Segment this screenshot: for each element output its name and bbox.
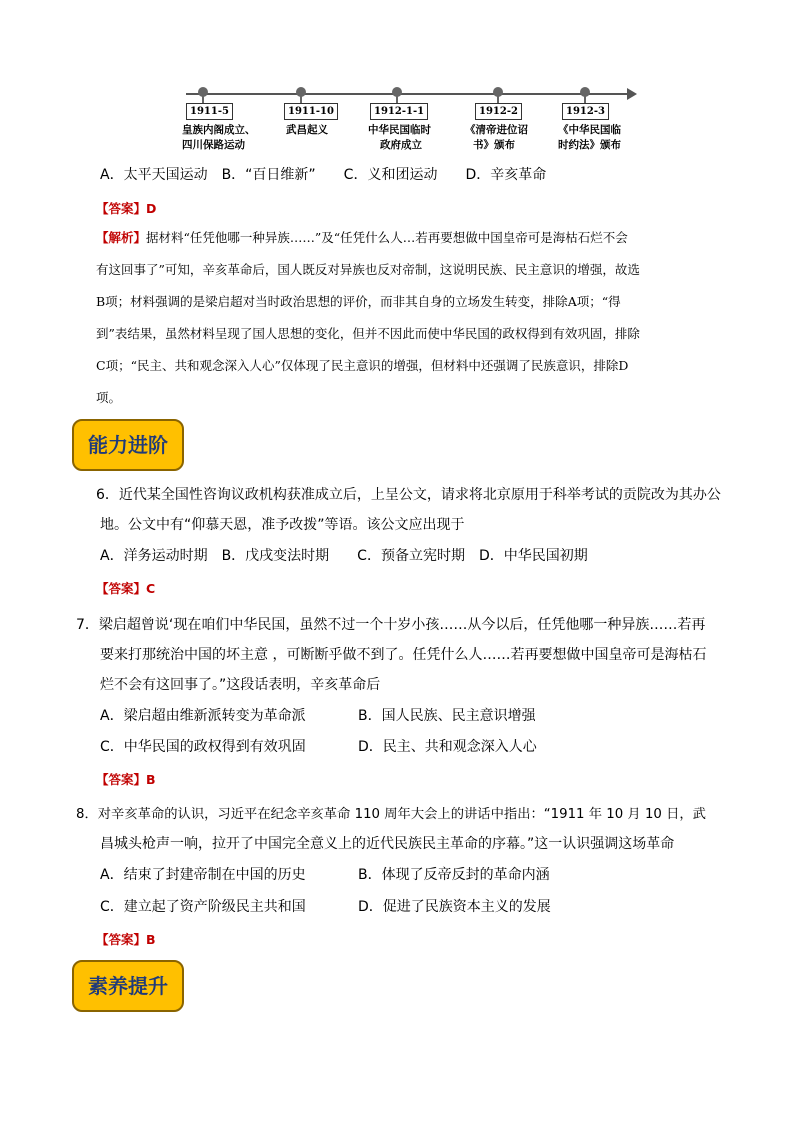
answer-value: C [146,581,156,596]
timeline-date: 1911-10 [284,103,338,120]
answer-label: 【答案】B [96,932,156,947]
question-8-stem: 昌城头枪声一响，拉开了中国完全意义上的近代民族民主革命的序幕。”这一认识强调这场革命 [100,836,675,852]
timeline-date: 1911-5 [186,103,233,120]
option-d: D．促进了民族资本主义的发展 [358,899,551,915]
timeline-label: 《清帝进位诏 [465,124,528,136]
explanation-label: 【解析】 [96,230,147,245]
explanation: 【解析】据材料“任凭他哪一种异族……”及“任凭什么人…若再要想做中国皇帝可是海枯石烂不会 有这回事了”可知，辛亥革命后，国人既反对异族也反对帝制，这说明民族、民主意识的增强，故选 B项；材料强调的是梁启超对当时政治思想的评价，而非其自身的立场发生转变，排除A项；“得 到”表结果，虽然材料呈现了国人思想的变化，但并不因此而使中华民国的政权得到有效巩固，排除 C项；“民主、共和观念深入人心”仅体现了民主意识的增强，但材料中还强调了民族意识，排除D 项。 [96,230,640,405]
timeline-date: 1912-3 [562,103,609,120]
option-b: B．国人民族、民主意识增强 [358,708,536,724]
timeline-label: 中华民国临时 [368,124,431,136]
timeline-date: 1912-1-1 [370,103,428,120]
question-7-stem: 要来打那统治中国的坏主意 ，可断断乎做不到了。任凭什么人……若再要想做中国皇帝可是海枯石 [100,647,707,663]
question-6-options: A．洋务运动时期 B．戊戌变法时期 C．预备立宪时期 D．中华民国初期 [100,548,588,564]
timeline [180,80,650,160]
option-c: C．建立起了资产阶级民主共和国 [100,899,306,915]
option-a: A．结束了封建帝制在中国的历史 [100,867,306,883]
timeline-axis [186,93,631,95]
timeline-date: 1912-2 [475,103,522,120]
answer-label: 【答案】B [96,772,156,787]
option-b: B．体现了反帝反封的革命内涵 [358,867,550,883]
question-5-options: A．太平天国运动 B．“百日维新” C．义和团运动 D．辛亥革命 [100,167,547,183]
question-8-stem: 8．对辛亥革命的认识，习近平在纪念辛亥革命 110 周年大会上的讲话中指出：“1911 年 10 月 10 日，武 [76,807,706,822]
section-heading-ability: 能力进阶 [72,419,184,471]
answer-value: D [146,201,157,216]
question-6-stem: 地。公文中有“仰慕天恩，准予改拨”等语。该公文应出现于 [100,517,465,533]
section-heading-literacy: 素养提升 [72,960,184,1012]
timeline-label: 时约法》颁布 [558,139,621,151]
answer-value: B [146,932,156,947]
timeline-label: 书》颁布 [473,139,515,151]
timeline-label: 武昌起义 [286,124,328,136]
question-7-stem: 烂不会有这回事了。”这段话表明，辛亥革命后 [100,677,381,693]
timeline-arrow-icon [627,88,637,100]
question-6-stem: 6．近代某全国性咨询议政机构获准成立后，上呈公文，请求将北京原用于科举考试的贡院改为其办公 [96,487,721,503]
timeline-label: 政府成立 [380,139,422,151]
option-a: A．梁启超由维新派转变为革命派 [100,708,306,724]
answer-value: B [146,772,156,787]
option-d: D．民主、共和观念深入人心 [358,739,537,755]
answer-label: 【答案】D [96,201,157,216]
answer-label: 【答案】C [96,581,156,596]
option-c: C．中华民国的政权得到有效巩固 [100,739,306,755]
timeline-label: 《中华民国临 [558,124,621,136]
question-7-stem: 7．梁启超曾说‘现在咱们中华民国，虽然不过一个十岁小孩……从今以后，任凭他哪一种异族……若再 [76,617,706,633]
timeline-label: 四川保路运动 [182,139,245,151]
timeline-label: 皇族内阁成立、 [182,124,256,136]
